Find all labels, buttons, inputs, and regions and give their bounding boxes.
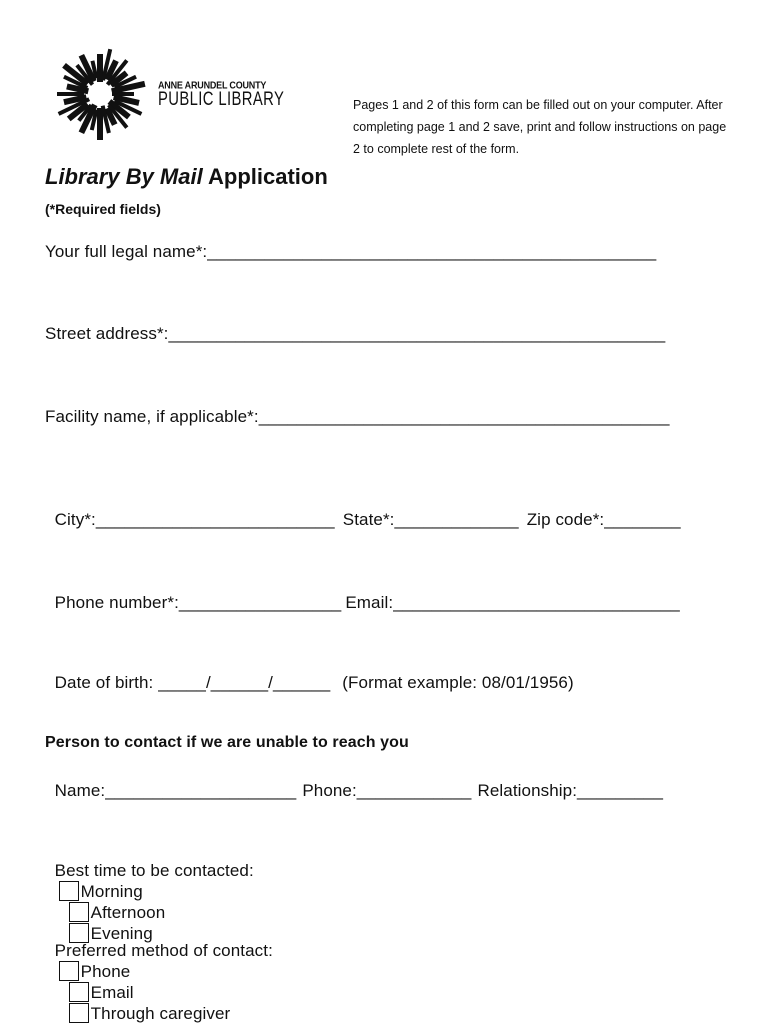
phone-option-label: Phone [80, 962, 131, 981]
evening-label: Evening [90, 924, 153, 943]
state-field[interactable]: State*:_____________ [342, 510, 519, 529]
contact-phone-field[interactable]: Phone:____________ [302, 781, 472, 800]
logo-ray [57, 92, 84, 96]
afternoon-label: Afternoon [90, 903, 166, 922]
phone-email-row [45, 573, 680, 613]
morning-checkbox[interactable] [59, 881, 79, 901]
form-title [45, 164, 328, 190]
option-caregiver[interactable] [69, 1003, 231, 1024]
facility-name-field[interactable]: Facility name, if applicable*:___________________________________________ [45, 407, 670, 426]
phone-checkbox[interactable] [59, 961, 79, 981]
instructions-note: Pages 1 and 2 of this form can be filled out on your computer. After completing page 1 and 2 save, print and follow instructions on page 2 to complete rest of the form. [353, 98, 727, 156]
afternoon-checkbox[interactable] [69, 902, 89, 922]
option-afternoon[interactable] [69, 902, 166, 923]
option-email[interactable] [69, 982, 134, 1003]
contact-heading: Person to contact if we are unable to reach you [45, 734, 409, 751]
phone-field[interactable]: Phone number*:_________________ [54, 593, 342, 612]
title-italic: Library By Mail [45, 164, 203, 189]
contact-name-field[interactable]: Name:____________________ [54, 781, 297, 800]
morning-label: Morning [80, 882, 143, 901]
caregiver-checkbox[interactable] [69, 1003, 89, 1023]
best-time-label: Best time to be contacted: [54, 861, 254, 880]
email-field[interactable]: Email:______________________________ [345, 593, 680, 612]
city-field[interactable]: City*:_________________________ [54, 510, 335, 529]
dob-format-hint: (Format example: 08/01/1956) [342, 673, 574, 692]
title-rest: Application [202, 164, 328, 189]
email-option-label: Email [90, 983, 134, 1002]
full-name-field[interactable]: Your full legal name*:_______________________________________________ [45, 242, 657, 261]
city-state-zip-row [45, 490, 681, 530]
contact-method-row [45, 921, 273, 1024]
logo-ray [97, 108, 103, 140]
contact-method-label: Preferred method of contact: [54, 941, 273, 960]
street-address-field[interactable]: Street address*:____________________________________________________ [45, 324, 666, 343]
email-checkbox[interactable] [69, 982, 89, 1002]
zip-field[interactable]: Zip code*:________ [526, 510, 681, 529]
option-phone[interactable] [59, 961, 131, 982]
logo-library-text: PUBLIC LIBRARY [158, 89, 285, 110]
dob-field[interactable]: Date of birth: _____/______/______ [54, 673, 331, 692]
caregiver-option-label: Through caregiver [90, 1004, 231, 1023]
option-morning[interactable] [59, 881, 143, 902]
dob-row [45, 653, 574, 693]
contact-relationship-field[interactable]: Relationship:_________ [477, 781, 664, 800]
logo-county-text: ANNE ARUNDEL COUNTY [158, 79, 267, 91]
contact-row [45, 761, 663, 801]
required-fields-note: (*Required fields) [45, 201, 161, 217]
